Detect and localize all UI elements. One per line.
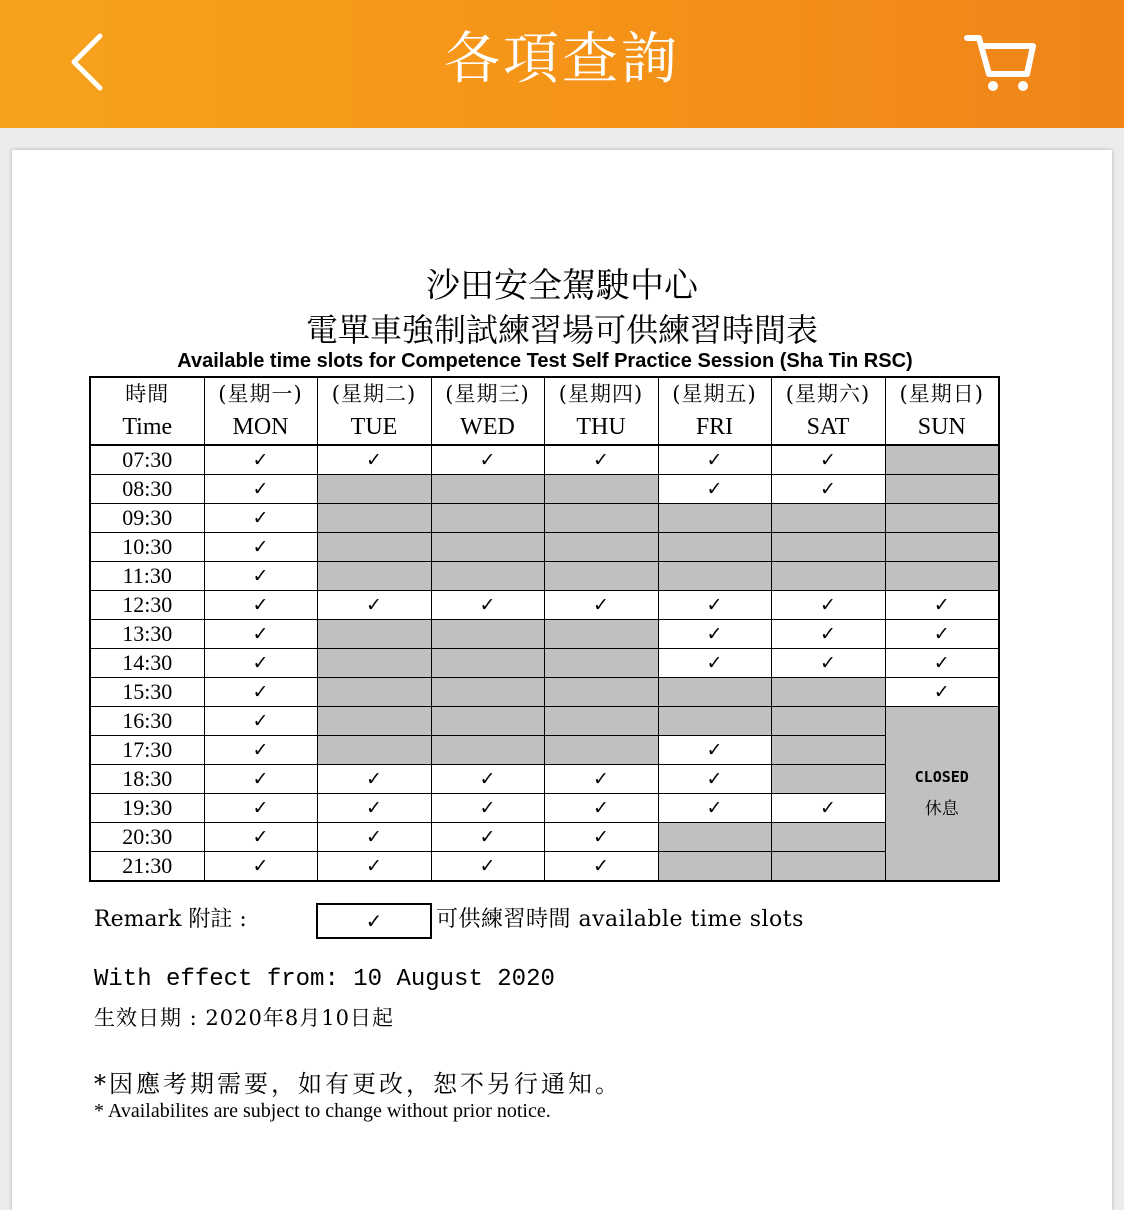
slot-available-mon: ✓ [204, 765, 317, 794]
table-row [90, 504, 999, 533]
time-cell: 13:30 [90, 620, 204, 649]
time-cell: 20:30 [90, 823, 204, 852]
slot-available-mon: ✓ [204, 562, 317, 591]
slot-available-mon: ✓ [204, 475, 317, 504]
slot-available-sun: ✓ [885, 620, 999, 649]
slot-unavailable-tue [317, 504, 431, 533]
table-row [90, 649, 999, 678]
slot-unavailable-thu [544, 504, 658, 533]
slot-available-thu: ✓ [544, 591, 658, 620]
cart-button[interactable] [955, 22, 1047, 102]
slot-available-mon: ✓ [204, 649, 317, 678]
slot-available-tue: ✓ [317, 591, 431, 620]
slot-unavailable-wed [431, 707, 544, 736]
slot-unavailable-tue [317, 649, 431, 678]
app-bar [0, 0, 1124, 128]
time-cell: 19:30 [90, 794, 204, 823]
slot-unavailable-sun [885, 475, 999, 504]
slot-available-fri: ✓ [658, 445, 771, 475]
time-cell: 11:30 [90, 562, 204, 591]
slot-available-tue: ✓ [317, 823, 431, 852]
slot-unavailable-tue [317, 475, 431, 504]
timetable-title-en: Available time slots for Competence Test Self Practice Session (Sha Tin RSC) [177, 350, 913, 372]
slot-available-mon: ✓ [204, 620, 317, 649]
time-cell: 12:30 [90, 591, 204, 620]
slot-unavailable-wed [431, 533, 544, 562]
slot-unavailable-wed [431, 504, 544, 533]
time-cell: 17:30 [90, 736, 204, 765]
table-row [90, 736, 999, 765]
slot-available-fri: ✓ [658, 475, 771, 504]
slot-unavailable-wed [431, 620, 544, 649]
header-day-zh: (星期四) [558, 382, 644, 406]
slot-available-sat: ✓ [771, 649, 885, 678]
back-button[interactable] [56, 22, 116, 102]
slot-unavailable-sun [885, 504, 999, 533]
slot-unavailable-sun [885, 445, 999, 475]
slot-available-fri: ✓ [658, 591, 771, 620]
time-cell: 15:30 [90, 678, 204, 707]
slot-unavailable-thu [544, 475, 658, 504]
time-cell: 08:30 [90, 475, 204, 504]
slot-available-fri: ✓ [658, 794, 771, 823]
header-day-zh: (星期一) [218, 382, 303, 406]
slot-unavailable-tue [317, 678, 431, 707]
table-row [90, 765, 999, 794]
slot-unavailable-wed [431, 475, 544, 504]
header-day-en: THU [576, 414, 626, 440]
table-row [90, 852, 999, 882]
remark-label: Remark 附註 : [94, 907, 247, 932]
timetable-body [90, 445, 999, 881]
slot-available-sun: ✓ [885, 591, 999, 620]
header-time [90, 377, 204, 445]
slot-unavailable-wed [431, 678, 544, 707]
header-time-en: Time [122, 414, 173, 440]
slot-unavailable-thu [544, 649, 658, 678]
slot-unavailable-thu [544, 707, 658, 736]
slot-unavailable-sun [885, 533, 999, 562]
slot-available-wed: ✓ [431, 765, 544, 794]
slot-unavailable-sat [771, 852, 885, 882]
slot-available-sat: ✓ [771, 794, 885, 823]
slot-unavailable-sun [885, 562, 999, 591]
effective-date-zh: 生效日期 : 2020年8月10日起 [94, 1006, 394, 1030]
table-row [90, 475, 999, 504]
header-day-zh: (星期六) [785, 382, 871, 406]
slot-unavailable-fri [658, 823, 771, 852]
slot-unavailable-wed [431, 562, 544, 591]
slot-available-wed: ✓ [431, 794, 544, 823]
header-day-en: SUN [917, 414, 966, 440]
slot-unavailable-sat [771, 562, 885, 591]
header-day-en: MON [232, 414, 289, 440]
slot-unavailable-sat [771, 504, 885, 533]
slot-unavailable-sat [771, 823, 885, 852]
slot-available-thu: ✓ [544, 823, 658, 852]
table-row [90, 533, 999, 562]
slot-unavailable-tue [317, 707, 431, 736]
slot-available-fri: ✓ [658, 765, 771, 794]
slot-available-wed: ✓ [431, 823, 544, 852]
header-day-zh: (星期三) [445, 382, 530, 406]
slot-unavailable-sat [771, 736, 885, 765]
slot-available-mon: ✓ [204, 707, 317, 736]
table-row [90, 562, 999, 591]
slot-unavailable-fri [658, 707, 771, 736]
slot-available-sun: ✓ [885, 649, 999, 678]
slot-available-sat: ✓ [771, 445, 885, 475]
header-day-en: FRI [695, 414, 734, 440]
slot-available-mon: ✓ [204, 504, 317, 533]
time-cell: 16:30 [90, 707, 204, 736]
header-time-zh: 時間 [125, 382, 170, 406]
slot-available-mon: ✓ [204, 445, 317, 475]
slot-available-thu: ✓ [544, 794, 658, 823]
timetable-header-row [90, 377, 999, 445]
slot-available-tue: ✓ [317, 765, 431, 794]
slot-unavailable-sat [771, 678, 885, 707]
table-row [90, 620, 999, 649]
slot-available-mon: ✓ [204, 678, 317, 707]
slot-available-fri: ✓ [658, 649, 771, 678]
table-row [90, 678, 999, 707]
header-sat [771, 377, 885, 445]
slot-available-sat: ✓ [771, 475, 885, 504]
table-row [90, 591, 999, 620]
header-day-zh: (星期二) [331, 382, 417, 406]
slot-available-wed: ✓ [431, 591, 544, 620]
header-day-en: WED [460, 414, 515, 440]
slot-available-sat: ✓ [771, 591, 885, 620]
time-cell: 10:30 [90, 533, 204, 562]
header-day-en: SAT [806, 414, 850, 440]
time-cell: 14:30 [90, 649, 204, 678]
closed-label-en: CLOSED [914, 768, 969, 786]
slot-unavailable-fri [658, 852, 771, 882]
slot-available-wed: ✓ [431, 852, 544, 882]
timetable [89, 376, 1000, 882]
slot-available-mon: ✓ [204, 591, 317, 620]
slot-unavailable-thu [544, 678, 658, 707]
chevron-left-icon [66, 32, 106, 92]
centre-name: 沙田安全駕駛中心 [426, 266, 698, 306]
slot-available-wed: ✓ [431, 445, 544, 475]
slot-available-thu: ✓ [544, 445, 658, 475]
header-day-en: TUE [350, 414, 398, 440]
slot-unavailable-tue [317, 562, 431, 591]
header-thu [544, 377, 658, 445]
slot-unavailable-fri [658, 678, 771, 707]
slot-available-tue: ✓ [317, 852, 431, 882]
slot-unavailable-sat [771, 707, 885, 736]
slot-unavailable-sat [771, 765, 885, 794]
slot-unavailable-sat [771, 533, 885, 562]
header-sun [885, 377, 999, 445]
slot-available-mon: ✓ [204, 852, 317, 882]
slot-unavailable-thu [544, 533, 658, 562]
slot-available-fri: ✓ [658, 620, 771, 649]
slot-available-sat: ✓ [771, 620, 885, 649]
header-fri [658, 377, 771, 445]
slot-available-sun: ✓ [885, 678, 999, 707]
sun-closed-cell [885, 707, 999, 882]
effective-date-en: With effect from: 10 August 2020 [94, 966, 555, 993]
header-day-zh: (星期日) [899, 382, 984, 406]
table-row [90, 823, 999, 852]
slot-unavailable-tue [317, 736, 431, 765]
slot-unavailable-wed [431, 649, 544, 678]
time-cell: 18:30 [90, 765, 204, 794]
header-tue [317, 377, 431, 445]
slot-unavailable-tue [317, 533, 431, 562]
slot-available-thu: ✓ [544, 765, 658, 794]
slot-unavailable-wed [431, 736, 544, 765]
time-cell: 21:30 [90, 852, 204, 882]
slot-available-mon: ✓ [204, 736, 317, 765]
slot-available-fri: ✓ [658, 736, 771, 765]
header-wed [431, 377, 544, 445]
slot-available-mon: ✓ [204, 533, 317, 562]
page-title: 各項查詢 [444, 27, 680, 92]
notice-zh: *因應考期需要，如有更改，恕不另行通知。 [94, 1070, 622, 1098]
slot-unavailable-fri [658, 562, 771, 591]
slot-unavailable-thu [544, 736, 658, 765]
slot-available-thu: ✓ [544, 852, 658, 882]
slot-unavailable-tue [317, 620, 431, 649]
header-day-zh: (星期五) [672, 382, 757, 406]
slot-unavailable-fri [658, 504, 771, 533]
slot-available-tue: ✓ [317, 445, 431, 475]
closed-label-zh: 休息 [924, 799, 959, 819]
slot-unavailable-thu [544, 562, 658, 591]
remark-legend-box: ✓ [316, 903, 432, 939]
slot-available-mon: ✓ [204, 794, 317, 823]
slot-available-tue: ✓ [317, 794, 431, 823]
timetable-title-zh: 電單車強制試練習場可供練習時間表 [305, 311, 818, 349]
table-row [90, 445, 999, 475]
slot-available-mon: ✓ [204, 823, 317, 852]
slot-unavailable-thu [544, 620, 658, 649]
cart-icon [961, 30, 1041, 94]
header-mon [204, 377, 317, 445]
slot-unavailable-fri [658, 533, 771, 562]
time-cell: 09:30 [90, 504, 204, 533]
notice-en: * Availabilites are subject to change without prior notice. [94, 1100, 551, 1122]
time-cell: 07:30 [90, 445, 204, 475]
table-row [90, 707, 999, 736]
remark-legend-text: 可供練習時間 available time slots [436, 907, 804, 932]
table-row [90, 794, 999, 823]
